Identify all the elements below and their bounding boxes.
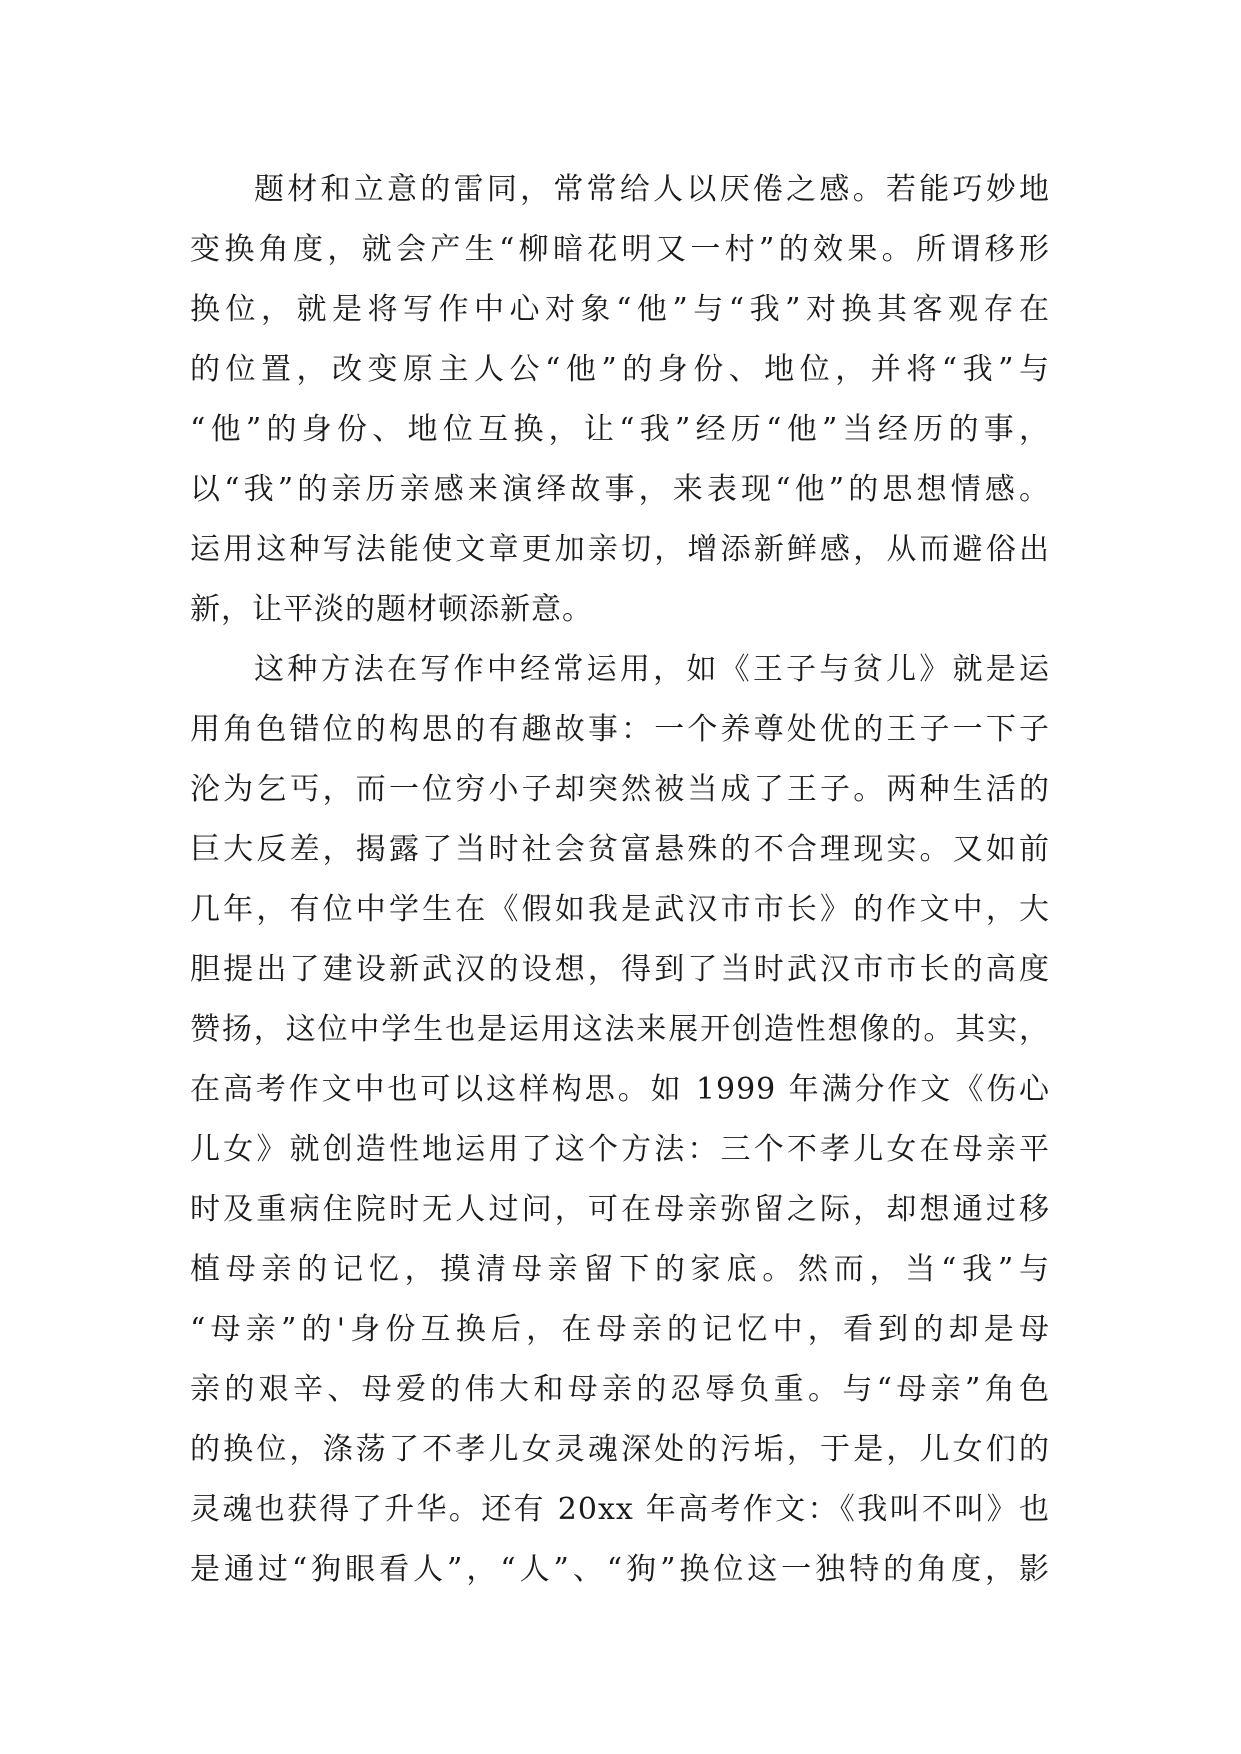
- paragraph-1-line-2: 变换角度，就会产生“柳暗花明又一村”的效果。所谓移形: [190, 232, 1050, 267]
- paragraph-1-line-5: “他”的身份、地位互换，让“我”经历“他”当经历的事，: [190, 412, 1050, 447]
- paragraph-2-line-7: 赞扬，这位中学生也是运用这法来展开创造性想像的。其实，: [190, 1012, 1050, 1047]
- paragraph-1-line-1: 题材和立意的雷同，常常给人以厌倦之感。若能巧妙地: [254, 172, 1050, 207]
- paragraph-1-line-8: 新，让平淡的题材顿添新意。: [190, 592, 593, 627]
- paragraph-1-line-7: 运用这种写法能使文章更加亲切，增添新鲜感，从而避俗出: [190, 532, 1050, 567]
- paragraph-1-line-3: 换位，就是将写作中心对象“他”与“我”对换其客观存在: [190, 292, 1050, 327]
- paragraph-2-line-6: 胆提出了建设新武汉的设想，得到了当时武汉市市长的高度: [190, 952, 1050, 987]
- paragraph-2-line-1: 这种方法在写作中经常运用，如《王子与贫儿》就是运: [254, 652, 1050, 687]
- paragraph-2-line-2: 用角色错位的构思的有趣故事：一个养尊处优的王子一下子: [190, 712, 1050, 747]
- paragraph-1-line-6: 以“我”的亲历亲感来演绎故事，来表现“他”的思想情感。: [190, 472, 1050, 507]
- paragraph-2-line-3: 沦为乞丐，而一位穷小子却突然被当成了王子。两种生活的: [190, 772, 1050, 807]
- body-text: [190, 160, 1050, 1600]
- paragraph-2-line-13: 亲的艰辛、母爱的伟大和母亲的忍辱负重。与“母亲”角色: [190, 1372, 1050, 1407]
- paragraph-2-line-9: 儿女》就创造性地运用了这个方法：三个不孝儿女在母亲平: [190, 1132, 1050, 1167]
- paragraph-2-line-5: 几年，有位中学生在《假如我是武汉市市长》的作文中，大: [190, 892, 1050, 927]
- paragraph-2-line-15: 灵魂也获得了升华。还有 20xx 年高考作文：《我叫不叫》也: [190, 1492, 1050, 1527]
- paragraph-2-line-16: 是通过“狗眼看人”，“人”、“狗”换位这一独特的角度，影: [190, 1552, 1050, 1587]
- paragraph-2-line-10: 时及重病住院时无人过问，可在母亲弥留之际，却想通过移: [190, 1192, 1050, 1227]
- paragraph-2-line-8: 在高考作文中也可以这样构思。如 1999 年满分作文《伤心: [190, 1072, 1050, 1107]
- paragraph-1-line-4: 的位置，改变原主人公“他”的身份、地位，并将“我”与: [190, 352, 1050, 387]
- paragraph-2-line-4: 巨大反差，揭露了当时社会贫富悬殊的不合理现实。又如前: [190, 832, 1050, 867]
- paragraph-2-line-14: 的换位，涤荡了不孝儿女灵魂深处的污垢，于是，儿女们的: [190, 1432, 1050, 1467]
- paragraph-2-line-11: 植母亲的记忆，摸清母亲留下的家底。然而，当“我”与: [190, 1252, 1050, 1287]
- paragraph-2-line-12: “母亲”的'身份互换后，在母亲的记忆中，看到的却是母: [190, 1312, 1050, 1347]
